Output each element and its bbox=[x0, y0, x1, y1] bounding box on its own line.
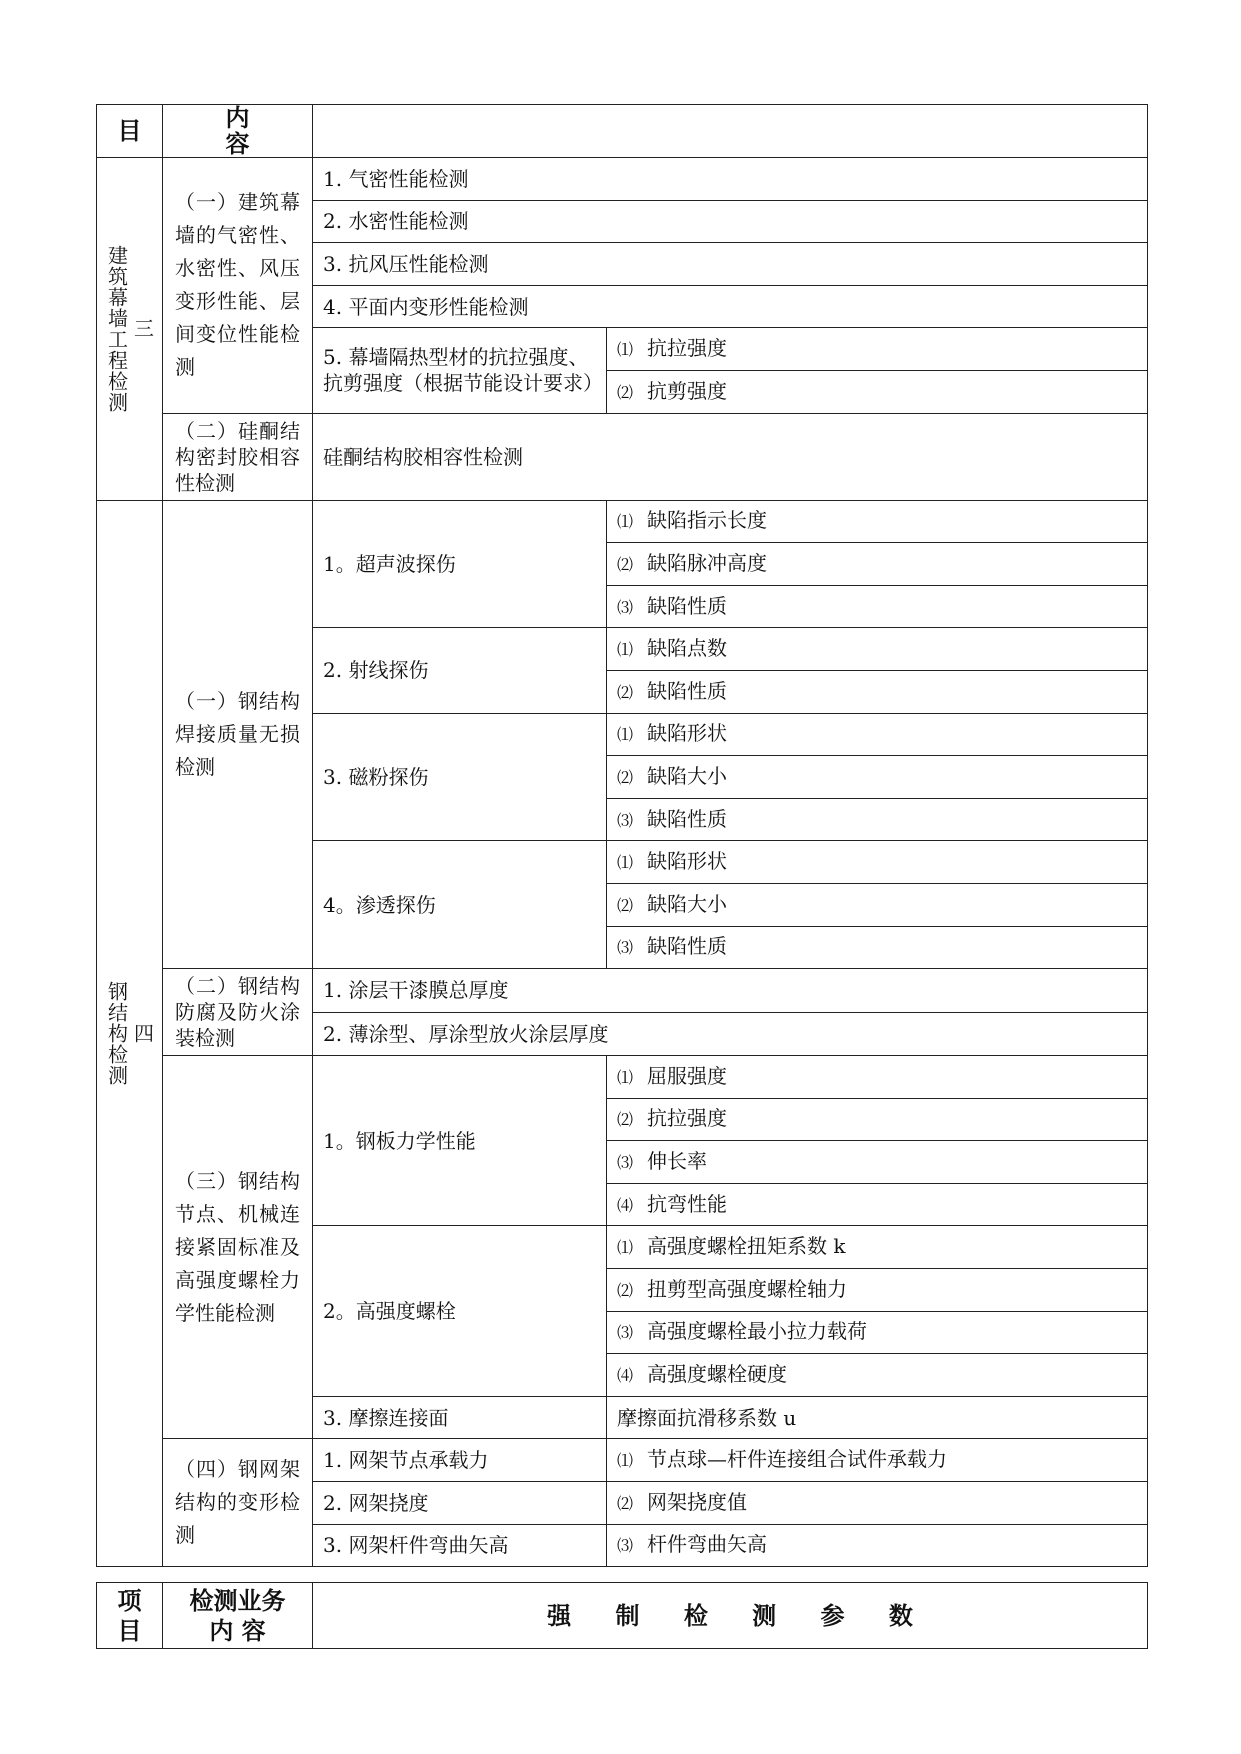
header-col-content: 内 容 bbox=[163, 105, 313, 158]
param-cell: ⑴ 缺陷指示长度 bbox=[607, 500, 1148, 543]
param-cell: ⑵ 缺陷大小 bbox=[607, 883, 1148, 926]
s3-item-4: 4. 平面内变形性能检测 bbox=[313, 285, 1148, 328]
section-4-title: 四 钢结构检测 bbox=[97, 500, 163, 1567]
header-col-item: 目 bbox=[97, 105, 163, 158]
param-cell: ⑴ 缺陷形状 bbox=[607, 713, 1148, 756]
table-row bbox=[97, 500, 1148, 543]
s4-g4-row-3: 3. 网架杆件弯曲矢高 bbox=[313, 1524, 607, 1567]
s4-method-2: 2. 射线探伤 bbox=[313, 628, 607, 713]
param-cell: ⑶ 高强度螺栓最小拉力载荷 bbox=[607, 1311, 1148, 1354]
s3-item-5-param-2: ⑵ 抗剪强度 bbox=[607, 370, 1148, 413]
table-row bbox=[97, 413, 1148, 458]
s4-g4-row-2: 2. 网架挠度 bbox=[313, 1482, 607, 1525]
section-4-group-4-label: （四）钢网架结构的变形检测 bbox=[163, 1439, 313, 1567]
footer-header-content: 检测业务 内 容 bbox=[163, 1583, 313, 1649]
param-cell: ⑴ 节点球—杆件连接组合试件承载力 bbox=[607, 1439, 1148, 1482]
param-cell: ⑴ 缺陷形状 bbox=[607, 841, 1148, 884]
s4-method-3: 3. 磁粉探伤 bbox=[313, 713, 607, 841]
param-cell: ⑵ 缺陷大小 bbox=[607, 756, 1148, 799]
header-col-params bbox=[313, 105, 1148, 158]
s4-g3-method-3: 3. 摩擦连接面 bbox=[313, 1396, 607, 1439]
inspection-table bbox=[96, 104, 1148, 1567]
section-3-group-2-label: （二）硅酮结构密封胶相容性检测 bbox=[163, 413, 313, 500]
section-4-group-2-label: （二）钢结构防腐及防火涂装检测 bbox=[163, 969, 313, 1056]
s4-g3-method-1: 1。钢板力学性能 bbox=[313, 1056, 607, 1226]
table-row bbox=[97, 1056, 1148, 1099]
param-cell: ⑶ 伸长率 bbox=[607, 1141, 1148, 1184]
param-cell: ⑶ 缺陷性质 bbox=[607, 798, 1148, 841]
table-row bbox=[97, 969, 1148, 1013]
param-cell: ⑶ 杆件弯曲矢高 bbox=[607, 1524, 1148, 1567]
param-cell: ⑷ 高强度螺栓硬度 bbox=[607, 1354, 1148, 1397]
table-row bbox=[97, 1439, 1148, 1482]
param-cell: ⑴ 高强度螺栓扭矩系数 k bbox=[607, 1226, 1148, 1269]
table-header-row bbox=[97, 105, 1148, 158]
param-cell: ⑵ 缺陷性质 bbox=[607, 670, 1148, 713]
section-4-group-3-label: （三）钢结构节点、机械连接紧固标准及高强度螺栓力学性能检测 bbox=[163, 1056, 313, 1439]
param-cell: ⑵ 抗拉强度 bbox=[607, 1098, 1148, 1141]
section-3-group-1-label: （一）建筑幕墙的气密性、水密性、风压变形性能、层间变位性能检测 bbox=[163, 158, 313, 414]
s3-item-2: 2. 水密性能检测 bbox=[313, 200, 1148, 243]
s4-method-4: 4。渗透探伤 bbox=[313, 841, 607, 969]
s4-g2-item-2: 2. 薄涂型、厚涂型放火涂层厚度 bbox=[313, 1012, 1148, 1056]
param-cell: ⑷ 抗弯性能 bbox=[607, 1183, 1148, 1226]
param-cell: ⑵ 扭剪型高强度螺栓轴力 bbox=[607, 1269, 1148, 1312]
section-3-title: 三 建筑幕墙工程检测 bbox=[97, 158, 163, 501]
param-cell: ⑵ 缺陷脉冲高度 bbox=[607, 543, 1148, 586]
section-4-group-1-label: （一）钢结构焊接质量无损检测 bbox=[163, 500, 313, 969]
param-cell: ⑵ 网架挠度值 bbox=[607, 1482, 1148, 1525]
s3-item-1: 1. 气密性能检测 bbox=[313, 158, 1148, 201]
s4-g3-method-2: 2。高强度螺栓 bbox=[313, 1226, 607, 1396]
next-page-header-table bbox=[96, 1582, 1148, 1649]
param-cell: ⑴ 缺陷点数 bbox=[607, 628, 1148, 671]
param-cell: ⑶ 缺陷性质 bbox=[607, 926, 1148, 969]
s3-item-3: 3. 抗风压性能检测 bbox=[313, 243, 1148, 286]
table-row bbox=[97, 158, 1148, 201]
s4-method-1: 1。超声波探伤 bbox=[313, 500, 607, 628]
s3-item-5: 5. 幕墙隔热型材的抗拉强度、抗剪强度（根据节能设计要求） bbox=[313, 328, 607, 413]
s4-g2-item-1: 1. 涂层干漆膜总厚度 bbox=[313, 969, 1148, 1013]
param-cell: 摩擦面抗滑移系数 u bbox=[607, 1396, 1148, 1439]
param-cell: ⑴ 屈服强度 bbox=[607, 1056, 1148, 1099]
s3-group-2-item: 硅酮结构胶相容性检测 bbox=[313, 413, 1148, 500]
footer-header-item: 项 目 bbox=[97, 1583, 163, 1649]
footer-header-params: 强 制 检 测 参 数 bbox=[313, 1583, 1148, 1649]
table-header-row bbox=[97, 1583, 1148, 1649]
param-cell: ⑶ 缺陷性质 bbox=[607, 585, 1148, 628]
s3-item-5-param-1: ⑴ 抗拉强度 bbox=[607, 328, 1148, 371]
s4-g4-row-1: 1. 网架节点承载力 bbox=[313, 1439, 607, 1482]
